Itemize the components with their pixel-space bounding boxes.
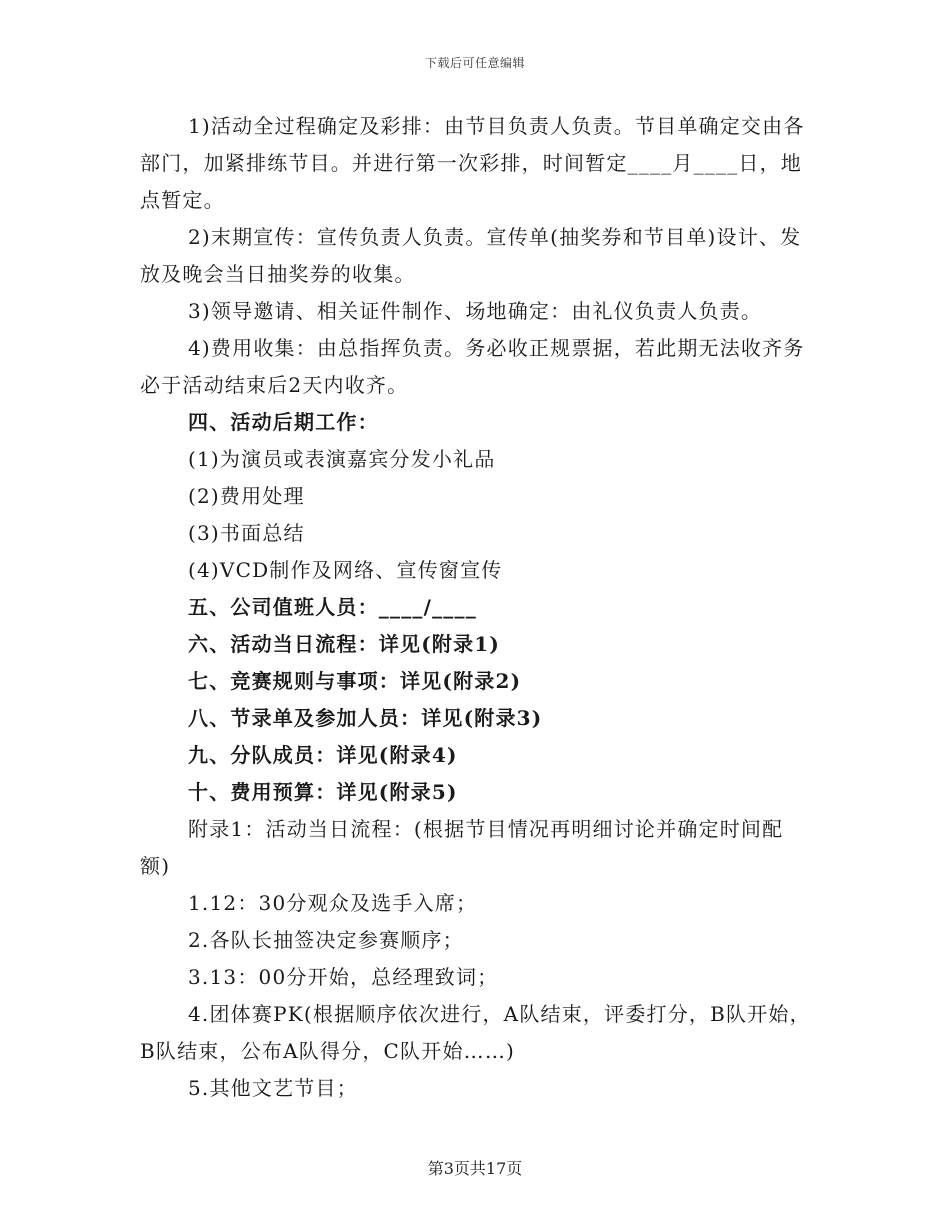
paragraph: 3)领导邀请、相关证件制作、场地确定：由礼仪负责人负责。 (188, 299, 763, 323)
paragraph: 3.13：00分开始，总经理致词； (188, 965, 499, 989)
paragraph: (2)费用处理 (188, 484, 305, 508)
paragraph: 附录1：活动当日流程：(根据节目情况再明细讨论并确定时间配额) (140, 817, 784, 878)
page-header: 下载后可任意编辑 (424, 56, 525, 70)
document-body (140, 108, 812, 1107)
paragraph: 1)活动全过程确定及彩排：由节目负责人负责。节目单确定交由各部门，加紧排练节目。并进行第一次彩排，时间暂定____月____日，地点暂定。 (140, 114, 805, 212)
section-heading: 八、节录单及参加人员：详见(附录3) (188, 706, 543, 730)
paragraph: 4.团体赛PK(根据顺序依次进行，A队结束，评委打分，B队开始，B队结束，公布A队得分，C队开始……) (140, 1002, 811, 1063)
section-heading: 十、费用预算：详见(附录5) (188, 780, 458, 804)
section-heading: 五、公司值班人员：____/____ (188, 595, 477, 619)
section-heading: 九、分队成员：详见(附录4) (188, 743, 458, 767)
paragraph: (1)为演员或表演嘉宾分发小礼品 (188, 447, 496, 471)
paragraph: 5.其他文艺节目； (188, 1076, 358, 1100)
page-footer: 第3页共17页 (427, 1159, 523, 1178)
paragraph: 2.各队长抽签决定参赛顺序； (188, 928, 464, 952)
paragraph: 1.12：30分观众及选手入席； (188, 891, 478, 915)
paragraph: 4)费用收集：由总指挥负责。务必收正规票据，若此期无法收齐务必于活动结束后2天内收齐。 (140, 336, 805, 397)
section-heading: 六、活动当日流程：详见(附录1) (188, 632, 501, 656)
paragraph: (4)VCD制作及网络、宣传窗宣传 (188, 558, 503, 582)
paragraph: 2)末期宣传：宣传负责人负责。宣传单(抽奖券和节目单)设计、发放及晚会当日抽奖券的收集。 (140, 225, 802, 286)
paragraph: (3)书面总结 (188, 521, 305, 545)
section-heading: 七、竞赛规则与事项：详见(附录2) (188, 669, 522, 693)
section-heading: 四、活动后期工作： (188, 410, 379, 434)
